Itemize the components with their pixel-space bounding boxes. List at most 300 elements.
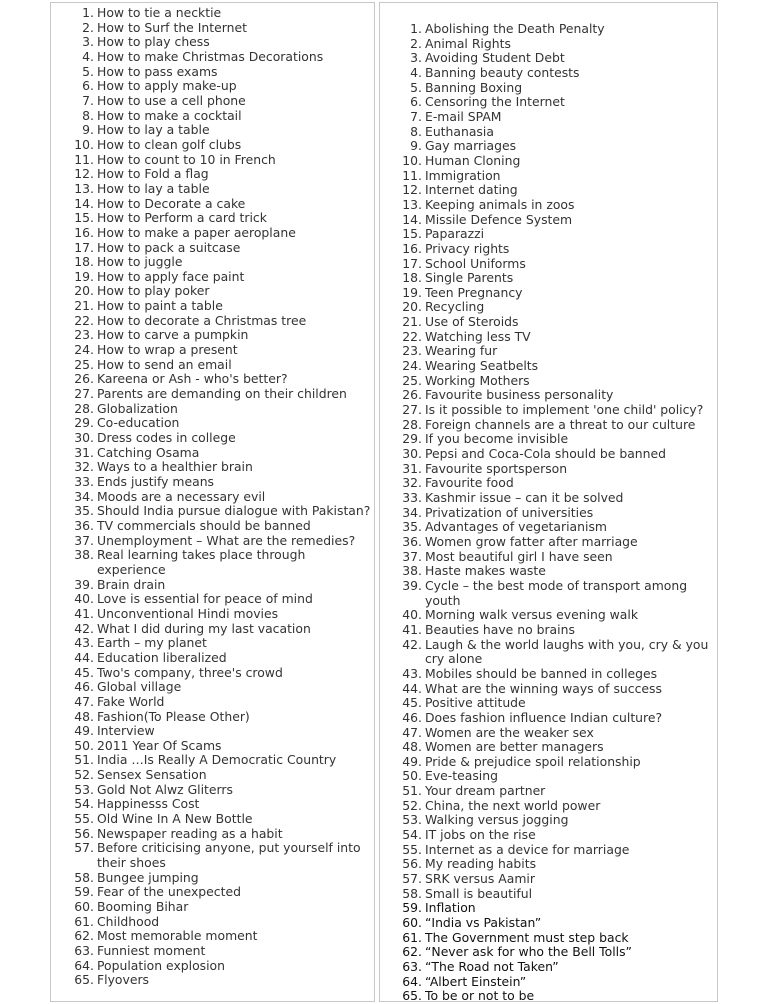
topic-list-item: [399, 623, 717, 638]
topic-list-item: [399, 81, 717, 96]
topic-number: 13.: [74, 180, 94, 196]
topic-text: How to pass exams: [97, 63, 218, 79]
topic-number: 17.: [402, 255, 422, 271]
topic-number: 19.: [74, 268, 94, 284]
topic-number: 1.: [410, 21, 422, 36]
topic-number: 57.: [402, 871, 422, 887]
topic-text: Missile Defence System: [425, 211, 573, 227]
topic-text: Should India pursue dialogue with Pakistan?: [97, 503, 371, 519]
topic-text: Funniest moment: [97, 943, 206, 958]
topic-text: How to Decorate a cake: [97, 195, 246, 211]
topic-text: How to play poker: [97, 283, 210, 299]
topic-number: 28.: [402, 416, 422, 432]
topic-number: 37.: [402, 548, 422, 564]
topic-list-item: [399, 183, 717, 198]
topic-number: 62.: [74, 928, 94, 944]
topic-number: 36.: [402, 533, 422, 549]
topic-number: 17.: [74, 239, 94, 255]
topic-list-item: [399, 901, 717, 916]
topic-number: 42.: [74, 620, 94, 636]
topic-text: Does fashion influence Indian culture?: [425, 709, 663, 725]
topic-list-item: [71, 490, 374, 505]
topic-number: 52.: [74, 767, 94, 783]
topic-text: China, the next world power: [425, 797, 601, 813]
topic-list-item: [71, 548, 374, 577]
topic-list-item: [71, 65, 374, 80]
topic-text: My reading habits: [425, 856, 537, 872]
topic-text: Human Cloning: [425, 152, 521, 168]
topic-list-item: [71, 578, 374, 593]
topic-number: 63.: [402, 959, 422, 974]
topic-text: Animal Rights: [425, 35, 511, 51]
topic-list-item: [399, 843, 717, 858]
topic-list-item: [71, 622, 374, 637]
topic-list-item: [399, 828, 717, 843]
topic-number: 38.: [402, 563, 422, 579]
topic-list-item: [71, 358, 374, 373]
topic-text: Wearing fur: [425, 343, 498, 359]
topic-list-item: [71, 328, 374, 343]
topic-number: 45.: [402, 695, 422, 711]
topic-list-item: [71, 372, 374, 387]
topic-text: How to carve a pumpkin: [97, 327, 249, 343]
topic-list-item: [399, 213, 717, 228]
topic-text: Childhood: [97, 913, 160, 929]
topic-text: Is it possible to implement 'one child' policy?: [425, 402, 704, 418]
topic-number: 51.: [402, 783, 422, 799]
topic-text: Censoring the Internet: [425, 94, 565, 110]
topic-list-item: [71, 753, 374, 768]
topic-number: 64.: [74, 957, 94, 973]
topic-text: Privatization of universities: [425, 504, 594, 520]
topic-number: 64.: [402, 973, 422, 989]
topic-list-item: [399, 726, 717, 741]
topic-number: 11.: [74, 151, 94, 167]
topic-list-item: [399, 916, 717, 931]
topic-text: What I did during my last vacation: [97, 620, 311, 636]
topic-text: Interview: [97, 723, 155, 739]
topic-number: 46.: [74, 679, 94, 695]
topic-text: Before criticising anyone, put yourself into their shoes: [97, 840, 361, 871]
topic-text: Old Wine In A New Bottle: [97, 811, 253, 827]
topic-text: Working Mothers: [425, 372, 530, 388]
topic-number: 30.: [74, 430, 94, 446]
topic-list-item: [399, 638, 717, 667]
topic-list-item: [399, 462, 717, 477]
topic-list-item: [71, 138, 374, 153]
topic-list-item: [399, 550, 717, 565]
topic-text: Privacy rights: [425, 240, 510, 256]
topic-list-item: [399, 271, 717, 286]
topic-text: Recycling: [425, 299, 485, 315]
topic-list-item: [399, 110, 717, 125]
topic-list-item: [71, 6, 374, 21]
topic-text: What are the winning ways of success: [425, 680, 662, 696]
topic-number: 4.: [410, 64, 422, 80]
topic-list-item: [399, 227, 717, 242]
topic-number: 52.: [402, 797, 422, 813]
topic-text: Catching Osama: [97, 444, 200, 460]
topic-text: Immigration: [425, 167, 501, 183]
topic-text: How to apply make-up: [97, 78, 237, 94]
topic-number: 14.: [402, 211, 422, 227]
topic-number: 41.: [402, 621, 422, 637]
topic-text: Happinesss Cost: [97, 796, 200, 812]
topic-list-item: [399, 579, 717, 608]
topic-number: 53.: [74, 781, 94, 797]
topic-list-item: [71, 636, 374, 651]
topic-text: Brain drain: [97, 576, 166, 592]
topic-list-item: [399, 960, 717, 975]
topic-number: 43.: [74, 635, 94, 651]
topic-list-item: [399, 37, 717, 52]
topic-number: 35.: [74, 503, 94, 519]
topic-list-item: [71, 50, 374, 65]
topic-number: 19.: [402, 284, 422, 300]
topic-number: 56.: [402, 856, 422, 872]
topic-list-item: [71, 197, 374, 212]
topic-number: 37.: [74, 532, 94, 548]
topic-list-item: [71, 94, 374, 109]
topic-text: Keeping animals in zoos: [425, 196, 575, 212]
topic-text: Love is essential for peace of mind: [97, 591, 313, 607]
topic-text: Most beautiful girl I have seen: [425, 548, 613, 564]
topic-text: Kareena or Ash - who's better?: [97, 371, 288, 387]
topic-text: Fake World: [97, 693, 165, 709]
topic-number: 49.: [402, 753, 422, 769]
topic-list-item: [399, 872, 717, 887]
topic-text: “Albert Einstein”: [425, 973, 527, 989]
topic-number: 39.: [402, 577, 422, 593]
topic-list-item: [71, 783, 374, 798]
topic-text: Favourite food: [425, 475, 514, 491]
topic-text: How to apply face paint: [97, 268, 245, 284]
topic-list-item: [399, 769, 717, 784]
topic-number: 47.: [74, 693, 94, 709]
topic-list-item: [399, 887, 717, 902]
topic-list-item: [399, 945, 717, 960]
topic-list-item: [71, 109, 374, 124]
topic-number: 15.: [402, 226, 422, 242]
topic-number: 44.: [402, 680, 422, 696]
topic-list-item: [71, 299, 374, 314]
topic-number: 61.: [402, 929, 422, 945]
topic-text: Beauties have no brains: [425, 621, 575, 637]
topic-list-item: [71, 812, 374, 827]
topic-list-item: [71, 431, 374, 446]
topic-text: “The Road not Taken”: [425, 959, 559, 974]
right-topic-list: [399, 22, 717, 1004]
topic-text: Cycle – the best mode of transport among youth: [425, 577, 688, 608]
topic-number: 42.: [402, 636, 422, 652]
topic-number: 8.: [410, 123, 422, 139]
topic-text: How to clean golf clubs: [97, 136, 242, 152]
topic-number: 2.: [410, 35, 422, 51]
topic-number: 21.: [402, 314, 422, 330]
topic-text: Population explosion: [97, 957, 225, 973]
topic-text: Favourite sportsperson: [425, 460, 568, 476]
topic-text: “Never ask for who the Bell Tolls”: [425, 944, 632, 960]
topic-text: How to wrap a present: [97, 342, 238, 358]
topic-list-item: [71, 651, 374, 666]
topic-number: 18.: [74, 254, 94, 270]
topic-list-item: [71, 607, 374, 622]
topic-number: 29.: [74, 415, 94, 431]
topic-number: 65.: [402, 988, 422, 1004]
topic-text: To be or not to be: [425, 988, 535, 1004]
topic-text: Use of Steroids: [425, 314, 519, 330]
topic-number: 50.: [402, 768, 422, 784]
topic-number: 54.: [74, 796, 94, 812]
topic-number: 13.: [402, 196, 422, 212]
topic-text: Banning Boxing: [425, 79, 523, 95]
topic-list-item: [399, 520, 717, 535]
topic-text: Flyovers: [97, 972, 149, 988]
topic-number: 11.: [402, 167, 422, 183]
topic-number: 27.: [402, 402, 422, 418]
topic-text: Pride & prejudice spoil relationship: [425, 753, 641, 769]
topic-list-item: [71, 241, 374, 256]
topic-text: SRK versus Aamir: [425, 871, 535, 887]
topic-text: Sensex Sensation: [97, 767, 207, 783]
topic-text: Bungee jumping: [97, 869, 199, 885]
topic-number: 18.: [402, 270, 422, 286]
topic-number: 8.: [82, 107, 94, 123]
topic-number: 46.: [402, 709, 422, 725]
topic-text: E-mail SPAM: [425, 108, 502, 124]
topic-number: 53.: [402, 812, 422, 828]
topic-list-item: [399, 535, 717, 550]
topic-list-item: [71, 226, 374, 241]
topic-number: 39.: [74, 576, 94, 592]
topic-text: Ways to a healthier brain: [97, 459, 253, 475]
topic-list-item: [71, 416, 374, 431]
topic-number: 40.: [74, 591, 94, 607]
topic-number: 40.: [402, 607, 422, 623]
topic-text: Inflation: [425, 900, 476, 916]
topic-text: Ends justify means: [97, 474, 215, 489]
topic-text: Unconventional Hindi movies: [97, 605, 279, 621]
topic-text: Your dream partner: [425, 783, 546, 799]
topic-number: 58.: [74, 869, 94, 885]
topic-list-item: [399, 169, 717, 184]
topic-text: Fear of the unexpected: [97, 884, 241, 900]
topic-list-item: [71, 710, 374, 725]
topic-text: Laugh & the world laughs with you, cry & you cry alone: [425, 636, 709, 667]
topic-list-item: [399, 388, 717, 403]
topic-text: How to count to 10 in French: [97, 151, 276, 167]
topic-list-item: [71, 695, 374, 710]
topic-number: 38.: [74, 547, 94, 563]
topic-number: 20.: [74, 283, 94, 299]
topic-list-item: [399, 740, 717, 755]
topic-list-item: [399, 403, 717, 418]
topic-number: 35.: [402, 519, 422, 535]
topic-list-item: [399, 66, 717, 81]
topic-number: 7.: [82, 92, 94, 108]
topic-text: How to paint a table: [97, 298, 223, 314]
topic-text: How to tie a necktie: [97, 5, 222, 20]
topic-list-item: [71, 959, 374, 974]
topic-text: Real learning takes place through experience: [97, 547, 306, 577]
topic-list-item: [399, 344, 717, 359]
topic-number: 2.: [82, 19, 94, 35]
topic-list-item: [399, 667, 717, 682]
topic-list-item: [71, 446, 374, 461]
topic-text: Education liberalized: [97, 649, 227, 665]
topic-text: “India vs Pakistan”: [425, 915, 542, 931]
topic-list-item: [71, 885, 374, 900]
right-topic-column: [379, 2, 718, 1002]
topic-list-item: [71, 504, 374, 519]
topic-list-item: [71, 284, 374, 299]
topic-text: India …Is Really A Democratic Country: [97, 752, 337, 768]
topic-list-item: [399, 931, 717, 946]
topic-list-item: [71, 460, 374, 475]
topic-number: 6.: [410, 94, 422, 110]
topic-list-item: [71, 314, 374, 329]
topic-number: 60.: [74, 899, 94, 915]
topic-number: 23.: [402, 343, 422, 359]
topic-number: 5.: [82, 63, 94, 79]
topic-number: 58.: [402, 885, 422, 901]
topic-number: 48.: [74, 708, 94, 724]
topic-list-item: [399, 506, 717, 521]
topic-number: 10.: [74, 136, 94, 152]
topic-text: Globalization: [97, 400, 178, 416]
topic-list-item: [71, 797, 374, 812]
topic-text: Advantages of vegetarianism: [425, 519, 607, 535]
topic-text: Booming Bihar: [97, 899, 189, 915]
topic-number: 63.: [74, 943, 94, 958]
topic-text: How to decorate a Christmas tree: [97, 312, 307, 328]
topic-list-item: [399, 286, 717, 301]
topic-text: Pepsi and Coca-Cola should be banned: [425, 446, 666, 462]
topic-text: Women are better managers: [425, 739, 604, 755]
topic-text: 2011 Year Of Scams: [97, 737, 222, 753]
topic-list-item: [71, 182, 374, 197]
topic-list-item: [71, 768, 374, 783]
topic-text: How to lay a table: [97, 180, 210, 196]
topic-number: 59.: [402, 900, 422, 916]
topic-number: 12.: [74, 166, 94, 182]
topic-list-item: [399, 300, 717, 315]
topic-number: 15.: [74, 210, 94, 226]
topic-number: 65.: [74, 972, 94, 988]
topic-number: 6.: [82, 78, 94, 94]
topic-list-item: [399, 95, 717, 110]
topic-text: If you become invisible: [425, 431, 569, 447]
topic-number: 55.: [402, 841, 422, 857]
topic-list-item: [71, 402, 374, 417]
topic-text: How to Fold a flag: [97, 166, 209, 182]
topic-number: 33.: [402, 490, 422, 505]
topic-number: 4.: [82, 48, 94, 64]
topic-list-item: [71, 255, 374, 270]
topic-text: Teen Pregnancy: [425, 284, 523, 300]
topic-text: Watching less TV: [425, 328, 531, 344]
topic-text: Gay marriages: [425, 138, 517, 154]
topic-text: Wearing Seatbelts: [425, 358, 539, 374]
topic-number: 56.: [74, 825, 94, 841]
topic-text: Fashion(To Please Other): [97, 708, 250, 724]
topic-number: 62.: [402, 944, 422, 960]
topic-list-item: [399, 476, 717, 491]
topic-list-item: [399, 975, 717, 990]
topic-list-item: [399, 813, 717, 828]
topic-list-item: [399, 491, 717, 506]
topic-number: 9.: [82, 122, 94, 138]
topic-text: Gold Not Alwz Gliterrs: [97, 781, 233, 797]
topic-number: 31.: [74, 444, 94, 460]
topic-list-item: [71, 534, 374, 549]
topic-number: 23.: [74, 327, 94, 343]
topic-text: How to Perform a card trick: [97, 210, 267, 226]
topic-text: Walking versus jogging: [425, 812, 569, 828]
topic-number: 9.: [410, 138, 422, 154]
topic-text: How to lay a table: [97, 122, 210, 138]
topic-text: Single Parents: [425, 270, 514, 286]
topic-number: 24.: [74, 342, 94, 358]
topic-text: Global village: [97, 679, 182, 695]
topic-number: 21.: [74, 298, 94, 314]
topic-list-item: [71, 153, 374, 168]
topic-list-item: [71, 944, 374, 959]
topic-text: Internet as a device for marriage: [425, 841, 630, 857]
topic-list-item: [71, 871, 374, 886]
topic-list-item: [399, 198, 717, 213]
topic-number: 22.: [74, 312, 94, 328]
topic-list-item: [71, 519, 374, 534]
topic-number: 61.: [74, 913, 94, 929]
topic-number: 24.: [402, 358, 422, 374]
topic-number: 43.: [402, 665, 422, 681]
topic-list-item: [71, 21, 374, 36]
topic-list-item: [71, 79, 374, 94]
topic-number: 26.: [74, 371, 94, 387]
topic-list-item: [399, 242, 717, 257]
topic-list-item: [71, 666, 374, 681]
topic-text: Dress codes in college: [97, 430, 236, 446]
topic-list-item: [71, 900, 374, 915]
topic-list-item: [399, 374, 717, 389]
topic-list-item: [399, 432, 717, 447]
topic-text: How to send an email: [97, 356, 232, 372]
topic-text: School Uniforms: [425, 255, 526, 271]
topic-list-item: [71, 167, 374, 182]
topic-list-item: [71, 123, 374, 138]
topic-text: Positive attitude: [425, 695, 526, 711]
topic-number: 44.: [74, 649, 94, 665]
topic-list-item: [399, 696, 717, 711]
topic-number: 50.: [74, 737, 94, 753]
topic-text: How to make a cocktail: [97, 107, 242, 123]
topic-list-item: [71, 915, 374, 930]
topic-list-item: [71, 211, 374, 226]
topic-text: Small is beautiful: [425, 885, 533, 901]
topic-list-item: [71, 973, 374, 988]
topic-number: 54.: [402, 827, 422, 843]
topic-list-item: [399, 989, 717, 1004]
topic-text: How to juggle: [97, 254, 183, 270]
topic-list-item: [399, 139, 717, 154]
topic-list-item: [399, 857, 717, 872]
topic-number: 34.: [402, 504, 422, 520]
topic-list-item: [399, 799, 717, 814]
topic-number: 1.: [82, 5, 94, 20]
left-topic-column: [50, 2, 375, 1002]
topic-list-item: [399, 784, 717, 799]
